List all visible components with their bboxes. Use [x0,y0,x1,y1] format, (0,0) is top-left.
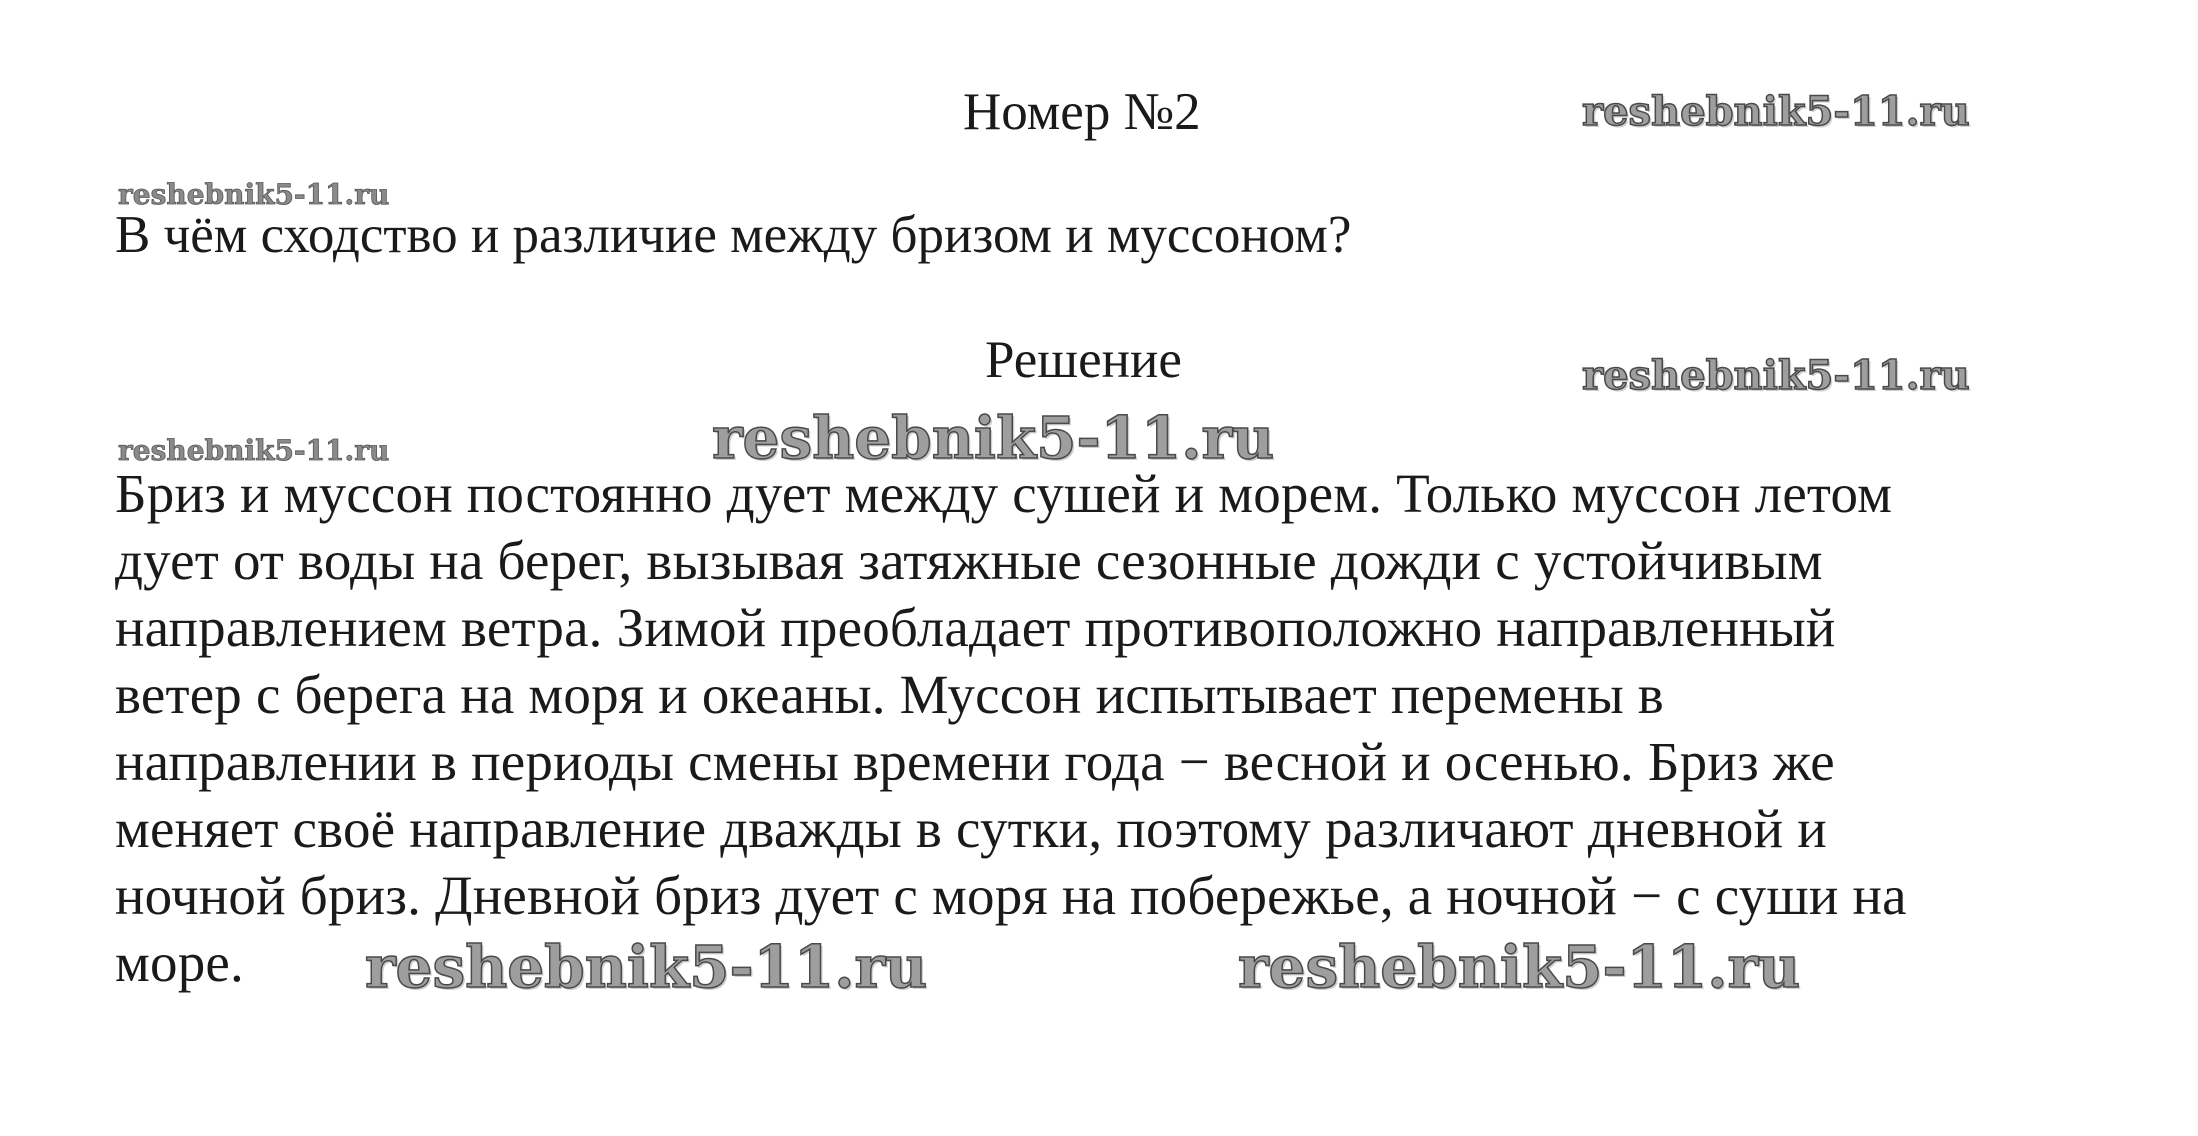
watermark: reshebnik5-11.ru [712,404,1275,472]
answer-line: направлении в периоды смены времени года − весной и осенью. Бриз же [115,731,1835,792]
answer-line: море. [115,932,244,993]
answer-line: меняет своё направление дважды в сутки, поэтому различают дневной и [115,798,1827,859]
watermark: reshebnik5-11.ru [1582,88,1970,135]
question-text: В чём сходство и различие между бризом и муссоном? [115,206,1352,264]
answer-line: дует от воды на берег, вызывая затяжные сезонные дожди с устойчивым [115,530,1823,591]
watermark: reshebnik5-11.ru [1238,933,1801,1001]
number-title: Номер №2 [963,83,1201,141]
watermark: reshebnik5-11.ru [118,178,390,211]
watermark: reshebnik5-11.ru [365,933,928,1001]
watermark: reshebnik5-11.ru [1582,352,1970,399]
watermark: reshebnik5-11.ru [118,434,390,467]
answer-line: направлением ветра. Зимой преобладает противоположно направленный [115,597,1836,658]
solution-title: Решение [985,331,1182,389]
answer-line: ночной бриз. Дневной бриз дует с моря на побережье, а ночной − с суши на [115,865,1907,926]
answer-line: Бриз и муссон постоянно дует между сушей и морем. Только муссон летом [115,463,1893,524]
answer-line: ветер с берега на моря и океаны. Муссон испытывает перемены в [115,664,1664,725]
